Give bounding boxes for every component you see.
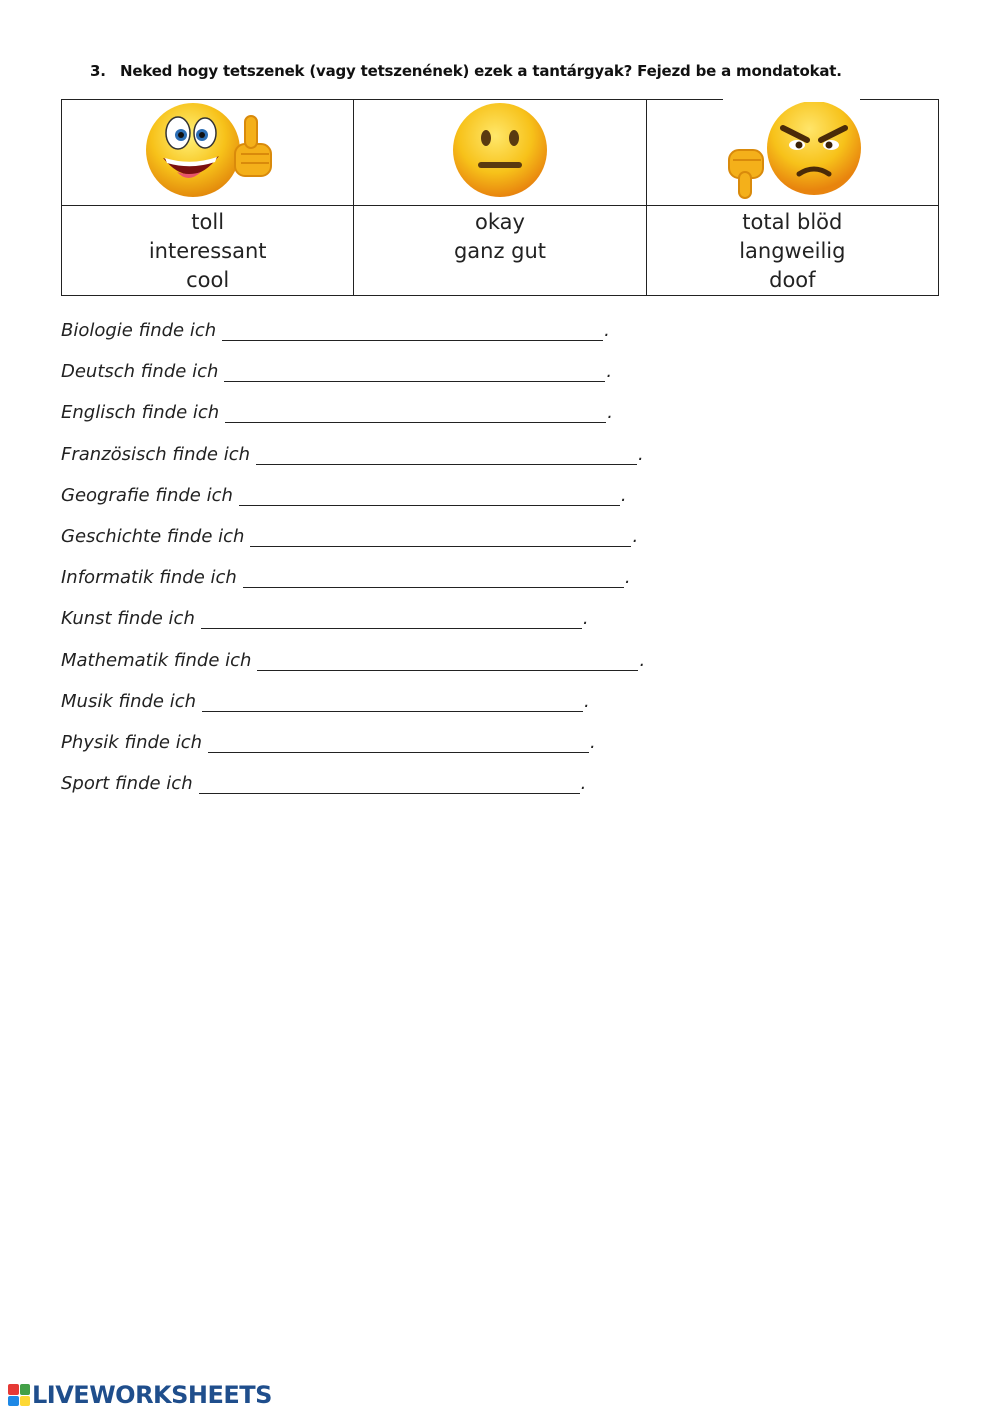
answer-blank[interactable]	[250, 526, 631, 547]
answer-blank[interactable]	[202, 691, 583, 712]
instruction-number: 3.	[90, 62, 106, 80]
neutral-cell	[354, 100, 646, 206]
sentence-period: .	[607, 402, 613, 424]
answer-blank[interactable]	[199, 773, 580, 794]
sentence-subject: Französisch finde ich	[61, 443, 250, 465]
sentence-row	[61, 361, 645, 402]
answer-blank[interactable]	[201, 608, 582, 629]
sentence-subject: Informatik finde ich	[61, 567, 237, 589]
neutral-face-emoji-icon	[450, 100, 550, 200]
happy-cell	[62, 100, 354, 206]
neutral-words	[354, 206, 646, 296]
sentence-row	[61, 567, 645, 608]
sentence-subject: Physik finde ich	[61, 731, 203, 753]
happy-thumbs-up-emoji-icon	[133, 100, 283, 200]
border-gap	[723, 96, 860, 102]
liveworksheets-logo-icon	[8, 1384, 30, 1406]
sentence-period: .	[604, 320, 610, 341]
sentence-subject: Geografie finde ich	[61, 484, 233, 506]
answer-blank[interactable]	[224, 361, 605, 382]
instruction-heading	[90, 62, 842, 80]
word-total-bloed: total blöd	[742, 210, 843, 234]
sentence-row	[61, 691, 645, 732]
sentence-row	[61, 444, 645, 485]
sentence-row	[61, 608, 645, 649]
sentence-period: .	[638, 443, 644, 465]
word-ganz-gut: ganz gut	[453, 239, 547, 263]
answer-blank[interactable]	[257, 650, 638, 671]
sentence-period: .	[632, 525, 639, 547]
sentence-row	[61, 402, 645, 443]
footer-brand	[8, 1381, 272, 1409]
answer-blank[interactable]	[225, 402, 606, 423]
word-cool: cool	[186, 268, 230, 292]
sentence-row	[61, 485, 645, 526]
answer-blank[interactable]	[222, 320, 603, 341]
word-okay: okay	[475, 210, 525, 234]
sentence-subject: Sport finde ich	[61, 773, 193, 795]
sentence-period: .	[620, 484, 627, 506]
word-langweilig: langweilig	[739, 239, 846, 263]
sentence-row	[61, 320, 645, 361]
sentence-subject: Kunst finde ich	[61, 608, 195, 630]
answer-blank[interactable]	[208, 732, 589, 753]
sentence-subject: Deutsch finde ich	[61, 361, 219, 383]
angry-thumbs-down-emoji-icon	[717, 100, 867, 200]
angry-cell	[646, 100, 938, 206]
answer-blank[interactable]	[243, 567, 624, 588]
sentence-period: .	[584, 690, 590, 712]
positive-words	[62, 206, 354, 296]
sentence-row	[61, 650, 645, 691]
footer-brand-text: LIVEWORKSHEETS	[32, 1381, 272, 1409]
sentence-row	[61, 773, 645, 814]
rating-table	[61, 99, 939, 296]
answer-blank[interactable]	[239, 485, 620, 506]
sentence-subject: Geschichte finde ich	[61, 525, 245, 547]
sentence-period: .	[582, 608, 589, 630]
sentence-period: .	[580, 773, 587, 795]
answer-blank[interactable]	[256, 444, 637, 465]
sentence-list	[61, 320, 645, 814]
sentence-period: .	[639, 649, 646, 671]
instruction-text: Neked hogy tetszenek (vagy tetszenének) ezek a tantárgyak? Fejezd be a mondatokat.	[120, 62, 842, 80]
negative-words	[646, 206, 938, 296]
sentence-subject: Englisch finde ich	[61, 402, 220, 424]
sentence-subject: Musik finde ich	[61, 690, 197, 712]
sentence-row	[61, 732, 645, 773]
sentence-period: .	[590, 731, 596, 753]
sentence-period: .	[606, 361, 613, 383]
sentence-period: .	[624, 567, 631, 589]
sentence-row	[61, 526, 645, 567]
sentence-subject: Mathematik finde ich	[61, 649, 252, 671]
word-doof: doof	[769, 268, 816, 292]
word-toll: toll	[191, 210, 225, 234]
sentence-subject: Biologie finde ich	[61, 320, 217, 341]
word-interessant: interessant	[148, 239, 267, 263]
